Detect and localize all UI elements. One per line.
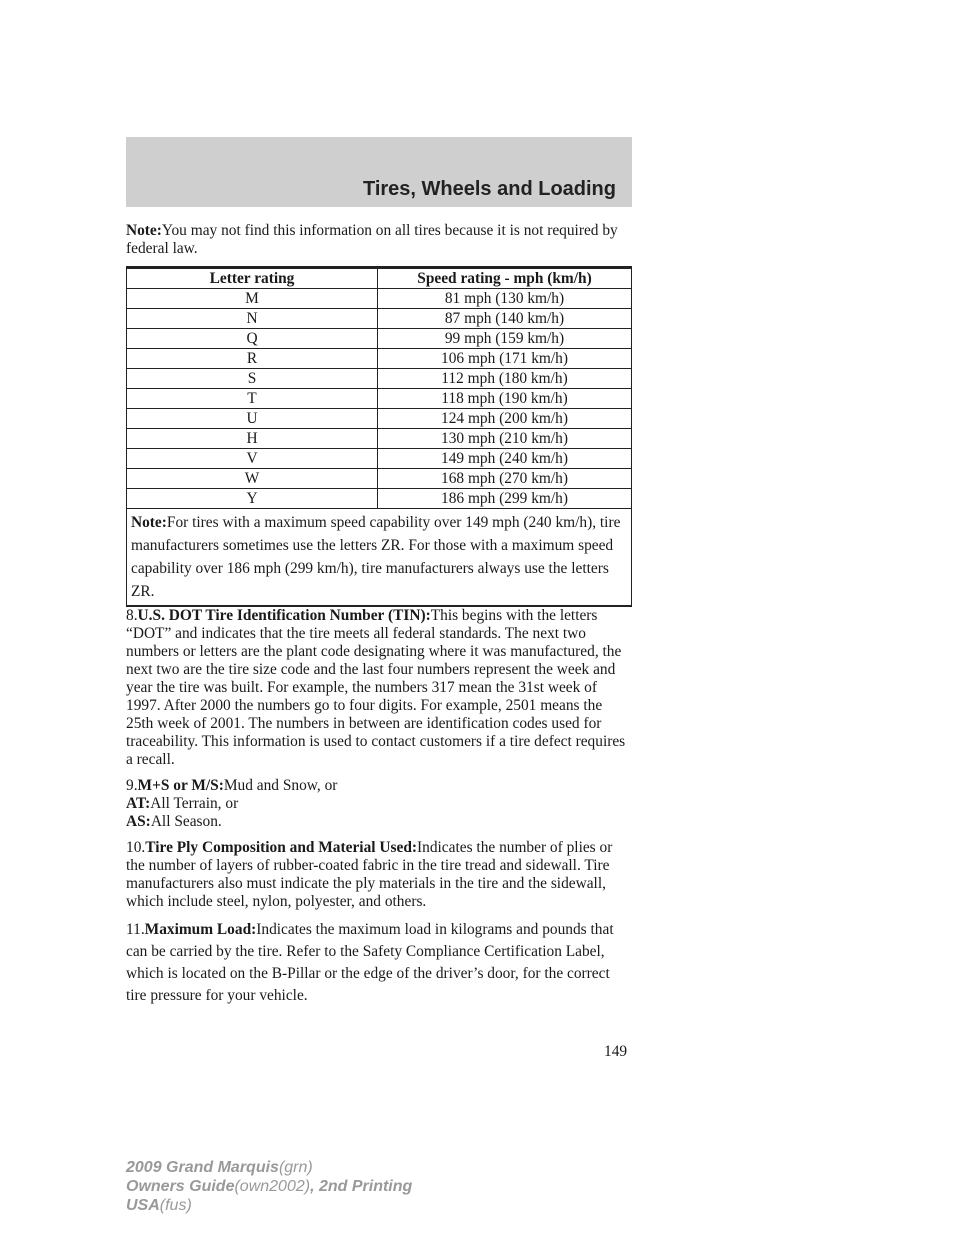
- note-paragraph: [126, 222, 632, 258]
- letter-cell: H: [127, 429, 378, 449]
- item-number: 9.: [126, 777, 138, 794]
- letter-cell: R: [127, 349, 378, 369]
- speed-cell: 168 mph (270 km/h): [378, 469, 632, 489]
- note-text: You may not find this information on all tires because it is not required by federal law.: [126, 222, 618, 257]
- table-note-text: For tires with a maximum speed capability over 149 mph (240 km/h), tire manufacturers sometimes use the letters ZR. For those with a maximum speed capability over 186 mph (299 km/h), tire manufacturers always use the letters ZR.: [131, 514, 621, 600]
- item-label: Tire Ply Composition and Material Used:: [145, 839, 418, 856]
- section-header: [126, 137, 632, 207]
- item-number: 11.: [126, 921, 145, 938]
- item-text: All Season.: [150, 813, 222, 830]
- table-row: [127, 409, 632, 429]
- item-10: [126, 839, 632, 911]
- speed-cell: 186 mph (299 km/h): [378, 489, 632, 509]
- table-row: [127, 349, 632, 369]
- letter-cell: M: [127, 289, 378, 309]
- footer-line-3: [126, 1196, 412, 1215]
- footer-model-code: (grn): [278, 1159, 313, 1176]
- table-row: [127, 369, 632, 389]
- item-label: AS:: [126, 813, 151, 830]
- letter-cell: V: [127, 449, 378, 469]
- speed-cell: 130 mph (210 km/h): [378, 429, 632, 449]
- footer-model: 2009 Grand Marquis: [126, 1159, 279, 1176]
- speed-cell: 81 mph (130 km/h): [378, 289, 632, 309]
- letter-cell: S: [127, 369, 378, 389]
- table-row: [127, 329, 632, 349]
- footer-printing: , 2nd Printing: [310, 1178, 413, 1195]
- table-row: [127, 429, 632, 449]
- letter-cell: N: [127, 309, 378, 329]
- footer-line-2: [126, 1177, 412, 1196]
- column-header-letter: Letter rating: [127, 268, 378, 289]
- item-number: 10.: [126, 839, 146, 856]
- speed-cell: 106 mph (171 km/h): [378, 349, 632, 369]
- table-row: [127, 289, 632, 309]
- footer-market: USA: [126, 1197, 160, 1214]
- table-row: [127, 469, 632, 489]
- letter-cell: Y: [127, 489, 378, 509]
- page-content: [126, 222, 632, 1015]
- table-header-row: [127, 268, 632, 289]
- speed-rating-table: [126, 266, 632, 607]
- item-label: Maximum Load:: [144, 921, 257, 938]
- letter-cell: U: [127, 409, 378, 429]
- footer-market-code: (fus): [159, 1197, 192, 1214]
- page-number: 149: [604, 1043, 628, 1060]
- table-row: [127, 389, 632, 409]
- footer-guide: Owners Guide: [126, 1178, 235, 1195]
- letter-cell: Q: [127, 329, 378, 349]
- section-title: Tires, Wheels and Loading: [362, 178, 616, 200]
- table-note-label: Note:: [131, 514, 167, 531]
- item-label: AT:: [126, 795, 151, 812]
- table-row: [127, 489, 632, 509]
- item-11: [126, 919, 632, 1007]
- item-label: U.S. DOT Tire Identification Number (TIN):: [137, 607, 431, 624]
- speed-cell: 99 mph (159 km/h): [378, 329, 632, 349]
- table-note-row: [127, 509, 632, 607]
- item-text: Indicates the maximum load in kilograms and pounds that can be carried by the tire. Refer to the Safety Compliance Certification Label, which is located on the B-Pillar or the edge of the driver’s door, for the correct tire pressure for your vehicle.: [126, 921, 614, 1004]
- item-text: This begins with the letters “DOT” and indicates that the tire meets all federal standards. The next two numbers or letters are the plant code designating where it was manufactured, the next two are the tire size code and the last four numbers represent the week and year the tire was built. For example, the numbers 317 mean the 31st week of 1997. After 2000 the numbers go to four digits. For example, 2501 means the 25th week of 2001. The numbers in between are identification codes used for traceability. This information is used to contact customers if a tire defect requires a recall.: [126, 607, 626, 768]
- item-text: Indicates the number of plies or the number of layers of rubber-coated fabric in the tire tread and sidewall. Tire manufacturers also must indicate the ply materials in the tire and the sidewall, which include steel, nylon, polyester, and others.: [126, 839, 613, 910]
- footer-imprint: [126, 1158, 412, 1215]
- speed-cell: 112 mph (180 km/h): [378, 369, 632, 389]
- letter-cell: W: [127, 469, 378, 489]
- table-row: [127, 309, 632, 329]
- item-label: M+S or M/S:: [137, 777, 224, 794]
- letter-cell: T: [127, 389, 378, 409]
- item-9: [126, 777, 632, 831]
- speed-cell: 149 mph (240 km/h): [378, 449, 632, 469]
- note-label: Note:: [126, 222, 162, 239]
- footer-line-1: [126, 1158, 412, 1177]
- item-number: 8.: [126, 607, 138, 624]
- table-note-cell: [127, 509, 632, 607]
- speed-cell: 124 mph (200 km/h): [378, 409, 632, 429]
- item-8: [126, 607, 632, 769]
- speed-cell: 87 mph (140 km/h): [378, 309, 632, 329]
- speed-cell: 118 mph (190 km/h): [378, 389, 632, 409]
- table-row: [127, 449, 632, 469]
- column-header-speed: Speed rating - mph (km/h): [378, 268, 632, 289]
- footer-guide-code: (own2002): [234, 1178, 311, 1195]
- item-text: Mud and Snow, or: [223, 777, 338, 794]
- item-text: All Terrain, or: [150, 795, 239, 812]
